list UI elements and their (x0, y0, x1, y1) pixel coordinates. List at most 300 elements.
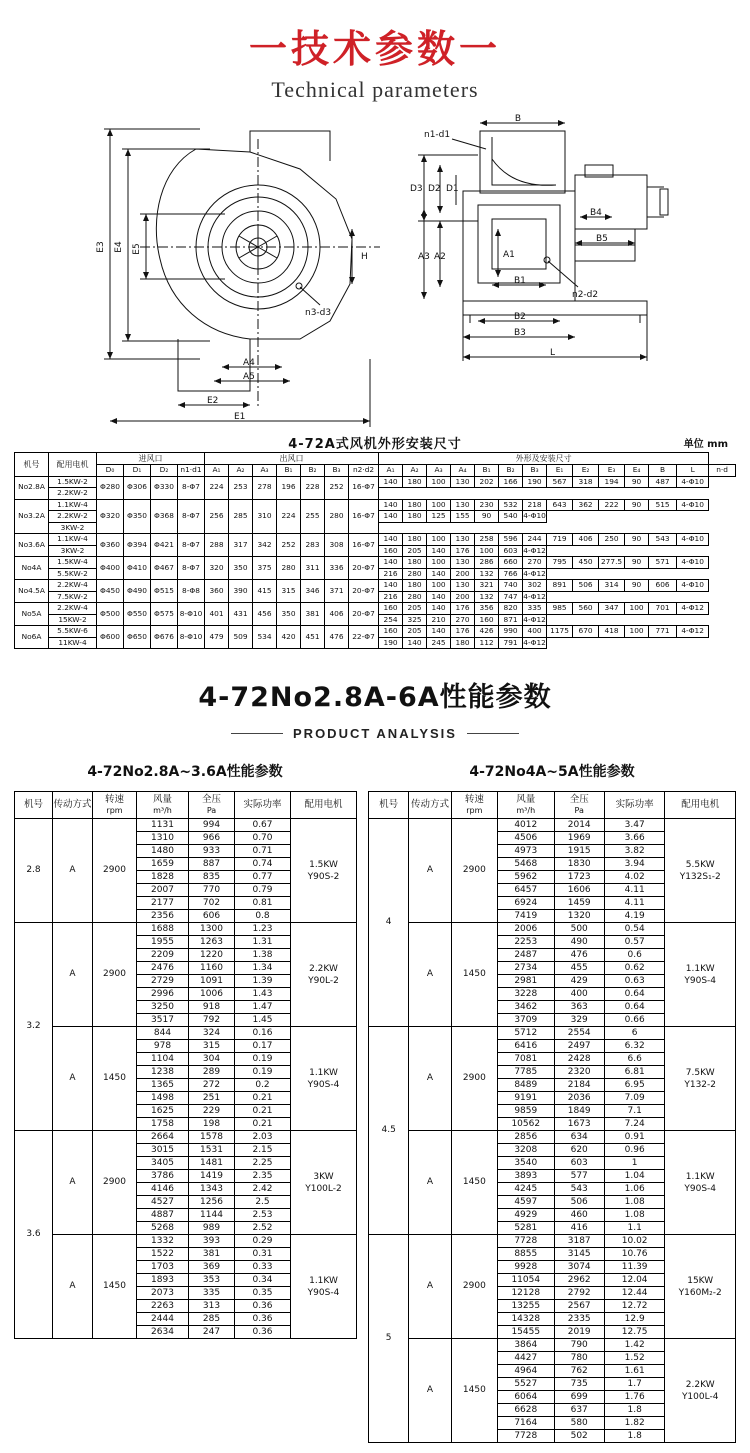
perf-cell-rpm: 2900 (93, 1131, 137, 1235)
perf-cell-power: 6.81 (604, 1066, 664, 1079)
dim-sub-o-a3: A₃ (427, 465, 451, 477)
perf-cell-flow: 8489 (498, 1079, 554, 1092)
perf-cell-pressure: 1481 (189, 1157, 235, 1170)
perf-right-h3: 风量 m³/h (498, 792, 554, 819)
dim-cell-inlet: 8-Φ10 (178, 626, 205, 649)
perf-cell-pressure: 429 (554, 975, 604, 988)
dim-cell-outlet: 252 (325, 476, 349, 499)
dim-head-overall: 外形及安装尺寸 (379, 453, 709, 465)
dim-cell-outlet: 228 (301, 476, 325, 499)
dim-sub-o-l: L (677, 465, 709, 477)
product-analysis-subtitle: PRODUCT ANALYSIS (293, 726, 457, 742)
perf-cell-flow: 3462 (498, 1001, 554, 1014)
dim-cell-overall: 4-Φ12 (523, 545, 547, 557)
dim-cell-overall: 112 (475, 637, 499, 649)
label-e2: E2 (207, 396, 219, 406)
dim-cell-overall: 90 (625, 580, 649, 592)
perf-cell-pressure: 393 (189, 1235, 235, 1248)
perf-cell-flow: 7728 (498, 1430, 554, 1443)
dim-cell-overall: 216 (379, 591, 403, 603)
dim-cell-overall: 100 (427, 476, 451, 488)
dimension-table (14, 452, 736, 649)
dim-row (15, 603, 736, 615)
perf-cell-flow: 2856 (498, 1131, 554, 1144)
dim-sub-o-e3: E₃ (599, 465, 625, 477)
dim-cell-overall: 4-Φ12 (523, 637, 547, 649)
perf-cell-power: 7.1 (604, 1105, 664, 1118)
dim-cell-overall: 176 (451, 626, 475, 638)
dim-cell-motor: 7.5KW-2 (49, 591, 97, 603)
dim-cell-inlet: Φ400 (97, 557, 124, 580)
dim-cell-overall: 222 (599, 499, 625, 511)
dim-cell-overall: 160 (379, 626, 403, 638)
perf-row (15, 923, 357, 936)
dim-cell-overall: 140 (379, 580, 403, 592)
perf-cell-drive: A (53, 819, 93, 923)
label-a5: A5 (243, 372, 255, 382)
dim-cell-inlet: Φ600 (97, 626, 124, 649)
dim-cell-outlet: 311 (301, 557, 325, 580)
perf-cell-flow: 2007 (137, 884, 189, 897)
perf-cell-flow: 4929 (498, 1209, 554, 1222)
perf-right-h4: 全压 Pa (554, 792, 604, 819)
dim-cell-overall: 990 (499, 626, 523, 638)
perf-cell-flow: 2209 (137, 949, 189, 962)
perf-cell-flow: 2729 (137, 975, 189, 988)
perf-cell-flow: 6416 (498, 1040, 554, 1053)
perf-left-h6: 配用电机 (291, 792, 357, 819)
dim-cell-overall: 4-Φ10 (677, 580, 709, 592)
perf-cell-motor: 2.2KW Y90L-2 (291, 923, 357, 1027)
dim-cell-overall: 140 (379, 476, 403, 488)
perf-cell-power: 0.21 (235, 1092, 291, 1105)
perf-cell-pressure: 790 (554, 1339, 604, 1352)
perf-cell-power: 1.76 (604, 1391, 664, 1404)
perf-cell-power: 11.39 (604, 1261, 664, 1274)
perf-cell-power: 0.36 (235, 1300, 291, 1313)
perf-cell-pressure: 1673 (554, 1118, 604, 1131)
dim-cell-overall: 90 (625, 476, 649, 488)
dim-sub-o-a2: A₂ (403, 465, 427, 477)
perf-cell-flow: 3250 (137, 1001, 189, 1014)
dim-cell-overall: 216 (379, 568, 403, 580)
perf-cell-power: 0.66 (604, 1014, 664, 1027)
dim-cell-outlet: 342 (253, 534, 277, 557)
perf-cell-pressure: 381 (189, 1248, 235, 1261)
dim-sub-a2: A₂ (229, 465, 253, 477)
perf-cell-power: 1.82 (604, 1417, 664, 1430)
perf-cell-flow: 7081 (498, 1053, 554, 1066)
perf-cell-drive: A (409, 1027, 451, 1131)
dim-cell-outlet: 317 (229, 534, 253, 557)
label-b4: B4 (590, 208, 602, 218)
dim-cell-overall: 4-Φ12 (523, 568, 547, 580)
perf-cell-flow: 4964 (498, 1365, 554, 1378)
dim-cell-outlet: 285 (229, 499, 253, 534)
dim-cell-no: No4A (15, 557, 49, 580)
perf-cell-flow: 3015 (137, 1144, 189, 1157)
perf-cell-flow: 4012 (498, 819, 554, 832)
perf-cell-power: 2.25 (235, 1157, 291, 1170)
dim-cell-overall: 180 (403, 557, 427, 569)
dim-cell-overall: 140 (379, 534, 403, 546)
dim-cell-outlet: 16-Φ7 (349, 499, 379, 534)
dim-cell-overall: 90 (625, 499, 649, 511)
dim-cell-inlet: Φ515 (151, 580, 178, 603)
dim-cell-outlet: 479 (205, 626, 229, 649)
dim-sub-header-row (15, 465, 736, 477)
perf-cell-model: 5 (369, 1235, 409, 1443)
perf-cell-pressure: 918 (189, 1001, 235, 1014)
perf-cell-model: 2.8 (15, 819, 53, 923)
perf-row (15, 1235, 357, 1248)
label-n1d1: n1-d1 (424, 130, 451, 140)
dim-cell-overall: 450 (573, 557, 599, 569)
perf-row (15, 1027, 357, 1040)
performance-tables (0, 761, 750, 1443)
dim-cell-overall: 130 (451, 476, 475, 488)
dim-cell-outlet: 476 (325, 626, 349, 649)
perf-cell-flow: 7728 (498, 1235, 554, 1248)
dim-cell-outlet: 20-Φ7 (349, 580, 379, 603)
perf-cell-flow: 2487 (498, 949, 554, 962)
dim-cell-outlet: 256 (205, 499, 229, 534)
dim-row (15, 557, 736, 569)
perf-cell-pressure: 329 (554, 1014, 604, 1027)
perf-left-h0: 机号 (15, 792, 53, 819)
dim-cell-overall: 515 (649, 499, 677, 511)
perf-cell-power: 12.04 (604, 1274, 664, 1287)
dim-cell-overall: 4-Φ12 (523, 614, 547, 626)
perf-right-h2: 转速 rpm (451, 792, 497, 819)
dim-cell-overall: 560 (573, 603, 599, 615)
perf-left-table (14, 791, 357, 1339)
perf-cell-pressure: 762 (554, 1365, 604, 1378)
perf-cell-flow: 4973 (498, 845, 554, 858)
dim-cell-overall: 891 (547, 580, 573, 592)
dim-cell-overall: 210 (427, 614, 451, 626)
dim-cell-overall: 180 (403, 511, 427, 523)
perf-cell-power: 2.15 (235, 1144, 291, 1157)
perf-cell-pressure: 2792 (554, 1287, 604, 1300)
perf-cell-power: 10.76 (604, 1248, 664, 1261)
perf-cell-flow: 4427 (498, 1352, 554, 1365)
perf-cell-flow: 3540 (498, 1157, 554, 1170)
perf-cell-pressure: 353 (189, 1274, 235, 1287)
perf-cell-power: 0.8 (235, 910, 291, 923)
dim-cell-outlet: 288 (205, 534, 229, 557)
perf-cell-model: 4.5 (369, 1027, 409, 1235)
perf-cell-power: 4.11 (604, 897, 664, 910)
dim-cell-overall: 325 (403, 614, 427, 626)
perf-cell-pressure: 2962 (554, 1274, 604, 1287)
label-a4: A4 (243, 358, 255, 368)
perf-cell-power: 6.32 (604, 1040, 664, 1053)
dim-cell-overall: 250 (599, 534, 625, 546)
perf-cell-flow: 2634 (137, 1326, 189, 1339)
perf-cell-flow: 9191 (498, 1092, 554, 1105)
dim-cell-outlet: 360 (205, 580, 229, 603)
dim-cell-motor: 1.5KW-4 (49, 557, 97, 569)
perf-cell-flow: 2177 (137, 897, 189, 910)
perf-cell-power: 7.24 (604, 1118, 664, 1131)
perf-cell-model: 3.2 (15, 923, 53, 1131)
dim-cell-overall: 670 (573, 626, 599, 638)
dim-cell-overall: 190 (523, 476, 547, 488)
perf-cell-flow: 2356 (137, 910, 189, 923)
perf-cell-power: 1.08 (604, 1196, 664, 1209)
unit-note: 单位 mm (683, 439, 728, 450)
perf-cell-flow: 3208 (498, 1144, 554, 1157)
perf-cell-flow: 2444 (137, 1313, 189, 1326)
dim-cell-overall: 100 (427, 499, 451, 511)
perf-cell-pressure: 603 (554, 1157, 604, 1170)
dim-cell-overall: 747 (499, 591, 523, 603)
perf-row (15, 819, 357, 832)
perf-cell-pressure: 780 (554, 1352, 604, 1365)
perf-cell-flow: 10562 (498, 1118, 554, 1131)
dim-cell-motor: 2.2KW-2 (49, 511, 97, 523)
dim-cell-outlet: 308 (325, 534, 349, 557)
dim-cell-overall: 280 (403, 591, 427, 603)
product-analysis-header (0, 675, 750, 741)
perf-cell-flow: 2734 (498, 962, 554, 975)
dim-cell-overall: 100 (625, 626, 649, 638)
dim-cell-overall: 100 (475, 545, 499, 557)
perf-cell-drive: A (409, 1131, 451, 1235)
dim-cell-overall: 140 (379, 511, 403, 523)
dim-cell-overall: 130 (451, 534, 475, 546)
dim-cell-overall: 130 (451, 499, 475, 511)
dim-cell-motor: 1.5KW-2 (49, 476, 97, 488)
dim-cell-motor: 1.1KW-4 (49, 534, 97, 546)
perf-cell-pressure: 1220 (189, 949, 235, 962)
perf-cell-flow: 2073 (137, 1287, 189, 1300)
perf-cell-power: 0.57 (604, 936, 664, 949)
perf-cell-power: 0.36 (235, 1313, 291, 1326)
dim-cell-overall: 176 (451, 545, 475, 557)
perf-cell-pressure: 989 (189, 1222, 235, 1235)
dim-sub-n1d1: n1·d1 (178, 465, 205, 477)
dim-cell-overall: 130 (451, 580, 475, 592)
dim-cell-inlet: Φ394 (124, 534, 151, 557)
dim-cell-overall: 4-Φ10 (677, 557, 709, 569)
dim-cell-overall: 4-Φ10 (523, 511, 547, 523)
perf-cell-motor: 1.1KW Y90S-4 (291, 1027, 357, 1131)
perf-cell-pressure: 400 (554, 988, 604, 1001)
perf-cell-power: 0.21 (235, 1105, 291, 1118)
perf-cell-power: 3.66 (604, 832, 664, 845)
perf-cell-power: 12.44 (604, 1287, 664, 1300)
perf-cell-rpm: 1450 (451, 1339, 497, 1443)
dim-cell-overall: 254 (379, 614, 403, 626)
perf-cell-flow: 1131 (137, 819, 189, 832)
dim-sub-o-b1: B₁ (475, 465, 499, 477)
dim-cell-outlet: 16-Φ7 (349, 534, 379, 557)
perf-cell-pressure: 1419 (189, 1170, 235, 1183)
dim-cell-inlet: Φ490 (124, 580, 151, 603)
dim-cell-overall: 100 (427, 580, 451, 592)
perf-cell-pressure: 1091 (189, 975, 235, 988)
perf-cell-power: 1.23 (235, 923, 291, 936)
perf-cell-rpm: 2900 (451, 1235, 497, 1339)
dim-cell-inlet: Φ550 (124, 603, 151, 626)
page-header (0, 0, 750, 109)
dim-cell-outlet: 310 (253, 499, 277, 534)
dim-sub-a3: A₃ (253, 465, 277, 477)
dim-cell-overall: 258 (475, 534, 499, 546)
dim-cell-inlet: Φ676 (151, 626, 178, 649)
perf-right-body (369, 819, 736, 1443)
dim-sub-o-b: B (649, 465, 677, 477)
perf-cell-flow: 9859 (498, 1105, 554, 1118)
label-d3: D3 (410, 184, 423, 194)
perf-cell-flow: 4887 (137, 1209, 189, 1222)
perf-cell-pressure: 3187 (554, 1235, 604, 1248)
perf-cell-pressure: 1723 (554, 871, 604, 884)
perf-cell-drive: A (409, 1339, 451, 1443)
label-b3: B3 (514, 328, 526, 338)
perf-cell-drive: A (409, 923, 451, 1027)
dim-cell-overall: 791 (499, 637, 523, 649)
perf-left-header-row (15, 792, 357, 819)
dim-cell-motor: 2.2KW-4 (49, 580, 97, 592)
label-a3: A3 (418, 252, 430, 262)
perf-cell-flow: 5712 (498, 1027, 554, 1040)
perf-cell-pressure: 2184 (554, 1079, 604, 1092)
dim-cell-overall: 200 (451, 591, 475, 603)
dim-cell-outlet: 350 (229, 557, 253, 580)
perf-cell-power: 1.47 (235, 1001, 291, 1014)
dim-cell-inlet: Φ467 (151, 557, 178, 580)
dim-cell-overall: 160 (379, 545, 403, 557)
label-n2d2: n2-d2 (572, 290, 599, 300)
perf-cell-pressure: 1830 (554, 858, 604, 871)
perf-cell-motor: 15KW Y160M₂-2 (665, 1235, 736, 1339)
perf-cell-rpm: 2900 (93, 819, 137, 923)
dim-row (15, 580, 736, 592)
perf-cell-pressure: 313 (189, 1300, 235, 1313)
dim-head-no: 机号 (15, 453, 49, 477)
perf-cell-power: 1.52 (604, 1352, 664, 1365)
dim-row (15, 476, 736, 488)
perf-cell-flow: 1104 (137, 1053, 189, 1066)
perf-cell-rpm: 1450 (451, 923, 497, 1027)
dim-cell-outlet: 451 (301, 626, 325, 649)
page-title-en: Technical parameters (271, 77, 479, 102)
dim-cell-overall: 270 (451, 614, 475, 626)
dim-sub-o-a1: A₁ (379, 465, 403, 477)
perf-cell-pressure: 315 (189, 1040, 235, 1053)
dim-sub-o-a4: A₄ (451, 465, 475, 477)
perf-cell-flow: 6628 (498, 1404, 554, 1417)
dim-cell-overall: 571 (649, 557, 677, 569)
perf-cell-flow: 2664 (137, 1131, 189, 1144)
dim-cell-inlet: 8-Φ7 (178, 476, 205, 499)
dim-cell-overall: 205 (403, 603, 427, 615)
perf-cell-flow: 5527 (498, 1378, 554, 1391)
perf-cell-power: 0.81 (235, 897, 291, 910)
dim-cell-overall: 4-Φ12 (677, 626, 709, 638)
dim-cell-overall: 140 (427, 626, 451, 638)
perf-cell-pressure: 634 (554, 1131, 604, 1144)
perf-cell-pressure: 2428 (554, 1053, 604, 1066)
perf-cell-power: 1.45 (235, 1014, 291, 1027)
perf-cell-flow: 14328 (498, 1313, 554, 1326)
dim-cell-inlet: 8-Φ7 (178, 534, 205, 557)
dim-cell-overall: 985 (547, 603, 573, 615)
perf-cell-pressure: 2335 (554, 1313, 604, 1326)
dimension-table-wrap (0, 452, 750, 649)
perf-cell-pressure: 324 (189, 1027, 235, 1040)
perf-cell-pressure: 620 (554, 1144, 604, 1157)
perf-cell-power: 1.38 (235, 949, 291, 962)
perf-cell-pressure: 3145 (554, 1248, 604, 1261)
perf-cell-pressure: 887 (189, 858, 235, 871)
dim-cell-inlet: Φ450 (97, 580, 124, 603)
dim-cell-overall: 506 (573, 580, 599, 592)
perf-cell-power: 1.34 (235, 962, 291, 975)
dim-cell-overall: 180 (403, 580, 427, 592)
dim-cell-overall: 335 (523, 603, 547, 615)
perf-left-h5: 实际功率 (235, 792, 291, 819)
perf-right-title: 4-72No4A~5A性能参数 (469, 764, 635, 781)
dim-cell-outlet: 20-Φ7 (349, 603, 379, 626)
perf-cell-flow: 5281 (498, 1222, 554, 1235)
dim-cell-motor: 11KW-4 (49, 637, 97, 649)
perf-cell-pressure: 490 (554, 936, 604, 949)
perf-cell-pressure: 637 (554, 1404, 604, 1417)
dim-cell-no: No4.5A (15, 580, 49, 603)
perf-cell-flow: 3709 (498, 1014, 554, 1027)
perf-cell-motor: 3KW Y100L-2 (291, 1131, 357, 1235)
dim-cell-overall: 362 (573, 499, 599, 511)
dim-cell-outlet: 224 (205, 476, 229, 499)
perf-cell-pressure: 247 (189, 1326, 235, 1339)
perf-left-h4: 全压 Pa (189, 792, 235, 819)
perf-cell-pressure: 2019 (554, 1326, 604, 1339)
perf-cell-pressure: 363 (554, 1001, 604, 1014)
perf-cell-power: 2.42 (235, 1183, 291, 1196)
perf-cell-rpm: 1450 (93, 1235, 137, 1339)
dim-cell-overall: 318 (573, 476, 599, 488)
label-e3: E3 (96, 241, 106, 253)
dim-cell-outlet: 283 (301, 534, 325, 557)
perf-cell-power: 0.19 (235, 1066, 291, 1079)
dim-cell-outlet: 315 (277, 580, 301, 603)
dim-cell-overall: 140 (427, 545, 451, 557)
label-b1: B1 (514, 276, 526, 286)
perf-cell-pressure: 1263 (189, 936, 235, 949)
dim-cell-overall: 200 (451, 568, 475, 580)
perf-cell-pressure: 502 (554, 1430, 604, 1443)
perf-row (369, 819, 736, 832)
dim-cell-overall: 356 (475, 603, 499, 615)
perf-cell-flow: 5468 (498, 858, 554, 871)
dim-cell-outlet: 431 (229, 603, 253, 626)
dim-cell-inlet: Φ350 (124, 499, 151, 534)
perf-cell-drive: A (53, 923, 93, 1027)
perf-cell-flow: 1659 (137, 858, 189, 871)
perf-cell-pressure: 198 (189, 1118, 235, 1131)
perf-cell-power: 0.31 (235, 1248, 291, 1261)
dim-cell-overall: 160 (475, 614, 499, 626)
perf-cell-drive: A (53, 1131, 93, 1235)
perf-cell-power: 3.82 (604, 845, 664, 858)
label-a2: A2 (434, 252, 446, 262)
dim-sub-o-e2: E₂ (573, 465, 599, 477)
perf-cell-power: 0.19 (235, 1053, 291, 1066)
